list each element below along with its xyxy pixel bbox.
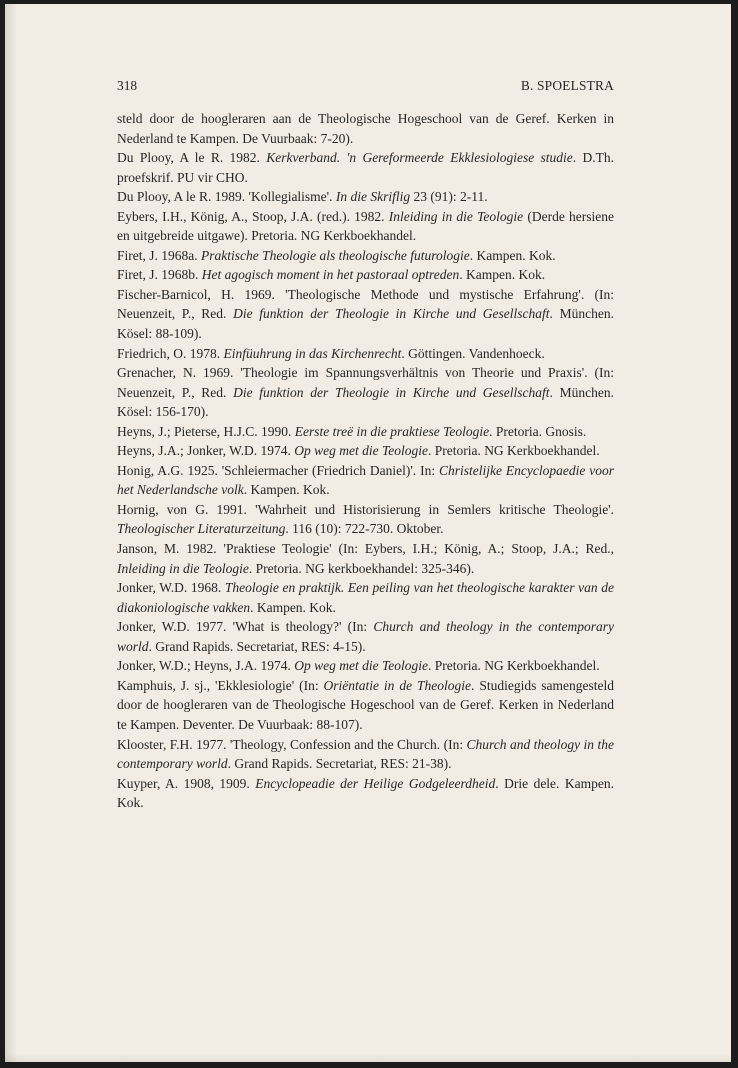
reference-text: . Pretoria. NG Kerkboekhandel.: [427, 443, 600, 459]
reference-title: Het agogisch moment in het pastoraal optreden: [201, 267, 460, 283]
reference-text: Kuyper, A. 1908, 1909.: [117, 775, 256, 791]
reference-text: . Göttingen. Vandenhoeck.: [401, 345, 545, 361]
reference-entry: [117, 735, 614, 774]
reference-entry: [117, 207, 614, 246]
reference-title: Inleiding in die Teologie: [117, 560, 249, 576]
reference-text: Klooster, F.H. 1977. 'Theology, Confession and the Church. (In:: [117, 736, 467, 752]
reference-text: . Pretoria. NG Kerkboekhandel.: [427, 658, 600, 674]
reference-entry: [117, 285, 614, 344]
reference-text: . Grand Rapids. Secretariat, RES: 21-38).: [227, 756, 452, 772]
reference-text: Heyns, J.; Pieterse, H.J.C. 1990.: [117, 423, 295, 439]
page-gutter-shadow: [5, 4, 17, 1062]
reference-title: Die funktion der Theologie in Kirche und Gesellschaft: [233, 306, 550, 322]
reference-text: Jonker, W.D. 1968.: [117, 580, 225, 596]
reference-text: Firet, J. 1968a.: [117, 247, 201, 263]
reference-text: . München. Kösel: 88-109).: [117, 306, 614, 342]
reference-text: Du Plooy, A le R. 1989. 'Kollegialisme'.: [117, 189, 336, 205]
reference-entry: [117, 344, 614, 364]
reference-text: Hornig, von G. 1991. 'Wahrheit und Historisierung in Semlers kritische Theologie'.: [117, 501, 614, 517]
reference-title: Oriëntatie in de Theologie: [323, 677, 472, 693]
reference-text: Janson, M. 1982. 'Praktiese Teologie' (In: Eybers, I.H.; König, A.; Stoop, J.A.; Red.,: [117, 541, 614, 557]
running-head: B. SPOELSTRA: [520, 78, 614, 93]
reference-text: . D.Th. proefskrif. PU vir CHO.: [117, 150, 615, 185]
page-header: [117, 78, 614, 96]
reference-text: . Studiegids samengesteld door de hoogleraren van de Theologische Hogeschool van de Geref. Kerken in Nederland te Kampen. Deventer. De Vuurbaak: 88-107).: [117, 677, 614, 732]
reference-title: Op weg met die Teologie: [294, 658, 428, 674]
reference-title: Op weg met die Teologie: [294, 443, 428, 459]
reference-text: Du Plooy, A le R. 1982.: [117, 150, 267, 166]
reference-text: . 116 (10): 722-730. Oktober.: [285, 521, 444, 537]
reference-text: steld door de hoogleraren aan de Theologische Hogeschool van de Geref. Kerken in Nederland te Kampen. De Vuurbaak: 7-20).: [117, 111, 614, 146]
reference-text: Jonker, W.D. 1977. 'What is theology?' (In:: [117, 619, 374, 635]
reference-text: . Kampen. Kok.: [243, 482, 330, 498]
reference-title: Die funktion der Theologie in Kirche und Gesellschaft: [233, 384, 550, 400]
reference-text: . Pretoria. NG kerkboekhandel: 325-346).: [248, 560, 475, 576]
reference-entry: [117, 265, 614, 285]
page-bottom-shadow: [5, 1054, 731, 1062]
reference-entry: [117, 422, 614, 442]
reference-title: Christelijke Encyclopaedie voor het Nederlandsche volk: [117, 462, 615, 498]
reference-entry: [117, 441, 614, 461]
reference-title: Praktische Theologie als theologische futurologie: [201, 247, 470, 263]
reference-entry: [117, 148, 614, 187]
reference-text: . Kampen. Kok.: [469, 247, 556, 263]
reference-entry: [117, 109, 614, 148]
reference-entry: [117, 774, 614, 813]
reference-list: [117, 109, 614, 813]
document-page: [5, 4, 731, 1062]
reference-entry: [117, 246, 614, 266]
reference-text: Grenacher, N. 1969. 'Theologie im Spannungsverhältnis von Theorie und Praxis'. (In: Neuenzeit, P., Red.: [117, 365, 614, 400]
reference-entry: [117, 363, 614, 422]
reference-title: Kerkverband. 'n Gereformeerde Ekklesiologiese studie: [266, 150, 573, 166]
reference-entry: [117, 461, 614, 500]
reference-entry: [117, 539, 614, 578]
reference-title: Inleiding in die Teologie: [388, 208, 524, 224]
reference-text: Friedrich, O. 1978.: [117, 345, 224, 361]
reference-text: Kamphuis, J. sj., 'Ekklesiologie' (In:: [117, 677, 324, 693]
reference-text: Firet, J. 1968b.: [117, 267, 202, 283]
reference-entry: [117, 656, 614, 676]
reference-title: Theologischer Literaturzeitung: [117, 521, 286, 537]
reference-text: Honig, A.G. 1925. 'Schleiermacher (Friedrich Daniel)'. In:: [117, 462, 439, 478]
reference-text: 23 (91): 2-11.: [410, 189, 488, 205]
reference-text: Eybers, I.H., König, A., Stoop, J.A. (red.). 1982.: [117, 208, 389, 224]
reference-title: Einfüuhrung in das Kirchenrecht: [223, 345, 402, 361]
reference-text: . Kampen. Kok.: [459, 267, 546, 283]
reference-text: . München. Kösel: 156-170).: [117, 384, 614, 420]
reference-title: Church and theology in the contemporary world: [117, 736, 614, 772]
reference-entry: [117, 578, 614, 617]
reference-text: (Derde hersiene en uitgebreide uitgawe). Pretoria. NG Kerkboekhandel.: [117, 208, 614, 244]
reference-text: Jonker, W.D.; Heyns, J.A. 1974.: [117, 658, 295, 674]
reference-title: Theologie en praktijk. Een peiling van het theologische karakter van de diakoniologische vakken: [117, 580, 614, 615]
page-number: 318: [117, 78, 138, 93]
reference-text: . Grand Rapids. Secretariat, RES: 4-15).: [148, 638, 366, 654]
reference-text: Heyns, J.A.; Jonker, W.D. 1974.: [117, 443, 295, 459]
reference-entry: [117, 617, 614, 656]
reference-text: . Pretoria. Gnosis.: [489, 423, 587, 439]
reference-title: Encyclopeadie der Heilige Godgeleerdheid: [255, 775, 496, 791]
reference-text: . Kampen. Kok.: [250, 599, 336, 615]
reference-entry: [117, 676, 614, 735]
reference-text: . Drie dele. Kampen. Kok.: [117, 775, 614, 811]
reference-entry: [117, 500, 614, 539]
reference-text: Fischer-Barnicol, H. 1969. 'Theologische Methode und mystische Erfahrung'. (In: Neuenzeit, P., Red.: [117, 286, 614, 322]
reference-title: Eerste treë in die praktiese Teologie: [294, 423, 490, 439]
reference-entry: [117, 187, 614, 207]
reference-title: In die Skriflig: [335, 189, 411, 205]
reference-title: Church and theology in the contemporary world: [117, 619, 614, 654]
